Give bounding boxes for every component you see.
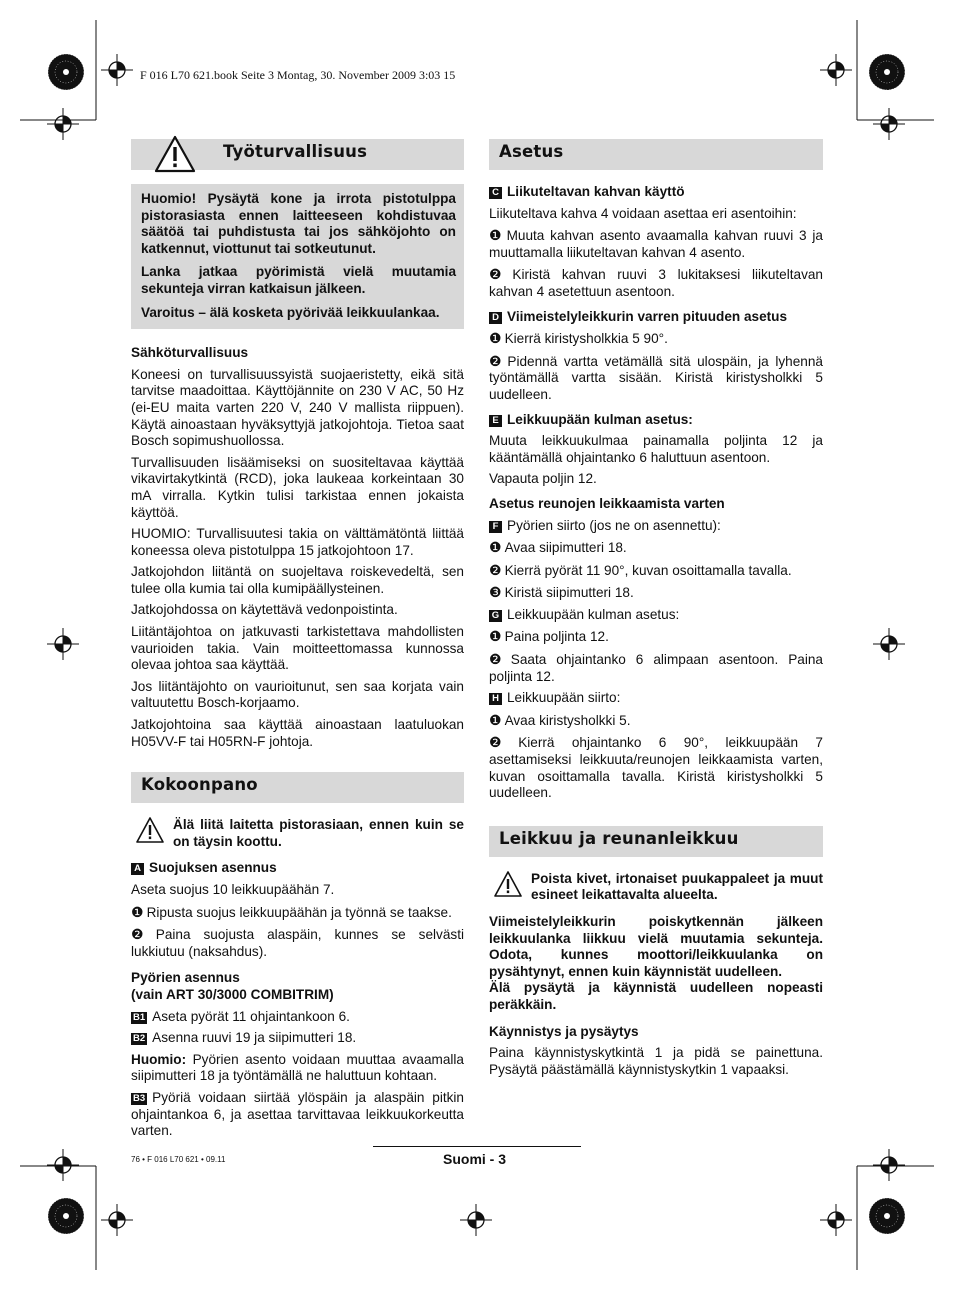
assembly-warning	[131, 817, 464, 850]
step-text: Paina suojusta alaspäin, kunnes se selvästi lukkiutuu (naksahdus).	[131, 927, 464, 959]
step-text: Avaa kiristysholkki 5.	[504, 712, 631, 728]
paragraph: Paina käynnistyskytkintä 1 ja pidä se painettuna. Pysäytä päästämällä käynnistyskytkin 1 vapaaksi.	[489, 1045, 823, 1077]
figure-tag: B2	[133, 1033, 146, 1045]
print-info-line: F 016 L70 621.book Seite 3 Montag, 30. November 2009 3:03 15	[140, 68, 456, 82]
footer-code: 76 • F 016 L70 621 • 09.11	[131, 1155, 226, 1164]
subsection-title: Suojuksen asennus	[149, 860, 277, 876]
step-marker: ❶	[489, 227, 504, 244]
step-text: Avaa siipimutteri 18.	[504, 540, 627, 556]
step-marker: ❷	[489, 352, 505, 369]
paragraph: Liikuteltava kahva 4 voidaan asettaa eri asentoihin:	[489, 205, 797, 221]
step-marker: ❶	[489, 628, 502, 645]
paragraph: Liitäntäjohtoa on jatkuvasti tarkistettava mahdollisten vaurioiden takia. Vain moitteettomassa kunnossa olevaa johtoa saa käyttää.	[131, 624, 464, 673]
registration-cross-icon	[47, 108, 79, 140]
figure-tag: E	[489, 415, 502, 427]
step-text: Kierrä ohjaintanko 6 90°, leikkuupään 7 asettamiseksi leikkuuta/reunojen leikkaamista varten, kuvan osoittamalla tavalla. Kiristä kiristysholkki 5 uudelleen.	[489, 735, 823, 801]
step-marker: ❷	[489, 734, 516, 751]
step-text: Saata ohjaintanko 6 alimpaan asentoon. Paina poljinta 12.	[489, 652, 823, 684]
bold-warning-paragraph: Viimeistelyleikkurin poiskytkennän jälkeen leikkuulanka liikkuu vielä muutamia sekunteja. Odota, kunnes moottori/leikkuulanka on pysähtynyt, ennen kuin käynnistät uudelleen.	[489, 914, 823, 979]
paragraph: Jatkojohtoina saa käyttää ainoastaan laatuluokan H05VV-F tai H05RN-F johtoja.	[131, 717, 464, 749]
registration-cross-icon	[101, 1204, 133, 1236]
step-marker: ❶	[131, 903, 144, 920]
registration-cross-icon	[820, 1204, 852, 1236]
registration-cross-icon	[873, 1149, 905, 1181]
section-header-settings	[489, 139, 823, 170]
warning-text: Poista kivet, irtonaiset puukappaleet ja muut esineet leikattavalta alueelta.	[531, 870, 823, 903]
warning-triangle-icon	[153, 134, 197, 174]
registration-cross-icon	[101, 54, 133, 86]
cutting-warning	[489, 871, 823, 904]
paragraph: HUOMIO: Turvallisuutesi takia on välttämätöntä liittää koneessa oleva pistotulppa 15 jatkojohtoon 17.	[131, 526, 464, 558]
registration-cross-icon	[47, 1149, 79, 1181]
paragraph: Vapauta poljin 12.	[489, 471, 597, 487]
warning-text: Lanka jatkaa pyörimistä vielä muutamia sekunteja virran katkaisun jälkeen.	[141, 264, 456, 296]
subsection-title: Viimeistelyleikkurin varren pituuden asetus	[507, 308, 788, 324]
paragraph: Jatkojohdossa on käytettävä vedonpoistinta.	[131, 602, 398, 618]
step-text: Leikkuupään siirto:	[507, 690, 621, 706]
paragraph: Koneesi on turvallisuussyistä suojaeristetty, eikä sitä tarvitse maadoittaa. Käyttöjännite on 230 V AC, 50 Hz (ei-EU maita varten 220 V, 240 V mallista riippuen). Käytä ainoastaan hyväksyttyjä jatkojohtoja. Tietoa saat Bosch sopimushuollossa.	[131, 366, 464, 449]
page-number: Suomi - 3	[443, 1151, 507, 1167]
warning-text: Älä liitä laitetta pistorasiaan, ennen kuin se on täysin koottu.	[173, 817, 464, 849]
warning-triangle-icon	[135, 816, 165, 844]
figure-tag: C	[489, 187, 502, 199]
warning-triangle-icon	[493, 870, 523, 898]
paragraph: Aseta suojus 10 leikkuupäähän 7.	[131, 882, 335, 897]
step-text: Leikkuupään kulman asetus:	[507, 606, 680, 622]
figure-tag: B1	[133, 1011, 146, 1023]
subsection-title: Asetus reunojen leikkaamista varten	[489, 495, 725, 511]
subsection-title: Leikkuupään kulman asetus:	[507, 411, 693, 427]
registration-star-icon	[48, 54, 84, 90]
step-text: Muuta kahvan asento avaamalla kahvan ruuvi 3 ja muuttamalla liikuteltavan kahvan 4 asento.	[489, 228, 823, 260]
subsection-subtitle: (vain ART 30/3000 COMBITRIM)	[131, 986, 334, 1002]
footer-rule	[373, 1146, 581, 1147]
step-marker: ❶	[489, 330, 502, 347]
step-marker: ❷	[131, 926, 153, 943]
figure-tag: B3	[133, 1092, 146, 1104]
subsection-title: Käynnistys ja pysäytys	[489, 1023, 639, 1039]
figure-tag: A	[131, 863, 144, 875]
registration-cross-icon	[873, 628, 905, 660]
section-title: Työturvallisuus	[223, 142, 368, 161]
safety-warning-box	[131, 184, 464, 329]
step-marker: ❷	[489, 561, 502, 578]
note-text: Pyörien asento voidaan muuttaa avaamalla siipimutteri 18 ja työntämällä ne haluttuun kohtaan.	[131, 1051, 464, 1084]
step-marker: ❷	[489, 651, 508, 668]
section-title: Kokoonpano	[141, 775, 258, 795]
figure-tag: H	[489, 693, 502, 705]
step-text: Aseta pyörät 11 ohjaintankoon 6.	[152, 1008, 350, 1024]
warning-text: Huomio! Pysäytä kone ja irrota pistotulppa pistorasiasta ennen laitteeseen kohdistuvaa säätöä tai puhdistusta tai jos sähköjohto on katkennut, viottunut tai sotkeutunut.	[141, 191, 456, 256]
right-column	[489, 139, 823, 1083]
subsection-title: Liikuteltavan kahvan käyttö	[507, 184, 685, 199]
figure-tag: G	[489, 610, 502, 622]
section-title: Asetus	[499, 142, 564, 161]
step-text: Pidennä vartta vetämällä sitä ulospäin, ja lyhennä työntämällä vartta sisään. Kiristä kiristysholkki 5 uudelleen.	[489, 353, 823, 402]
registration-star-icon	[869, 54, 905, 90]
step-marker: ❶	[489, 539, 502, 556]
paragraph: Jatkojohdon liitäntä on suojeltava roiskevedeltä, sen tulee olla kumia tai olla kumipäällysteinen.	[131, 564, 464, 596]
step-text: Asenna ruuvi 19 ja siipimutteri 18.	[152, 1030, 357, 1046]
step-text: Kiristä kahvan ruuvi 3 lukitaksesi liikuteltavan kahvan 4 asetettuun asentoon.	[489, 267, 823, 299]
step-text: Kierrä pyörät 11 90°, kuvan osoittamalla tavalla.	[504, 562, 792, 578]
figure-tag: D	[489, 312, 502, 324]
paragraph: Turvallisuuden lisäämiseksi on suositeltavaa käyttää vikavirtakytkintä (RCD), joka laukeaa korkeintaan 30 mA virralla. Kytkin tulisi tarkistaa ennen jokaista käyttöä.	[131, 454, 464, 520]
section-header-cutting	[489, 826, 823, 857]
left-column	[131, 139, 464, 1145]
step-marker: ❷	[489, 266, 510, 283]
registration-star-icon	[48, 1198, 84, 1234]
section-header-safety	[131, 139, 464, 170]
step-text: Pyörien siirto (jos ne on asennettu):	[507, 517, 721, 533]
note-label: Huomio:	[131, 1051, 187, 1067]
subsection-title: Sähköturvallisuus	[131, 345, 249, 361]
warning-text: Varoitus – älä kosketa pyörivää leikkuulankaa.	[141, 304, 440, 320]
step-marker: ❸	[489, 584, 502, 601]
subsection-title: Pyörien asennus	[131, 970, 240, 986]
registration-star-icon	[869, 1198, 905, 1234]
step-text: Kiristä siipimutteri 18.	[504, 585, 634, 601]
bold-warning-paragraph: Älä pysäytä ja käynnistä uudelleen nopeasti peräkkäin.	[489, 980, 823, 1012]
paragraph: Muuta leikkuukulmaa painamalla poljinta 12 ja kääntämällä ohjaintanko 6 haluttuun asentoon.	[489, 433, 823, 465]
registration-cross-icon	[47, 628, 79, 660]
section-header-assembly	[131, 772, 464, 803]
registration-cross-icon	[820, 54, 852, 86]
figure-tag: F	[489, 521, 502, 533]
step-text: Ripusta suojus leikkuupäähän ja työnnä se taakse.	[146, 904, 452, 920]
paragraph: Jos liitäntäjohto on vaurioitunut, sen saa korjata vain valtuutettu Bosch-korjaamo.	[131, 678, 464, 711]
registration-cross-icon	[460, 1204, 492, 1236]
step-marker: ❶	[489, 711, 502, 728]
step-text: Pyöriä voidaan siirtää ylöspäin ja alaspäin pitkin ohjaintankoa 6, ja asettaa tarvittavaa leikkuukorkeutta varten.	[131, 1089, 464, 1139]
step-text: Paina poljinta 12.	[504, 629, 609, 645]
step-text: Kierrä kiristysholkkia 5 90°.	[504, 331, 668, 347]
section-title: Leikkuu ja reunanleikkuu	[499, 828, 739, 848]
registration-cross-icon	[873, 108, 905, 140]
